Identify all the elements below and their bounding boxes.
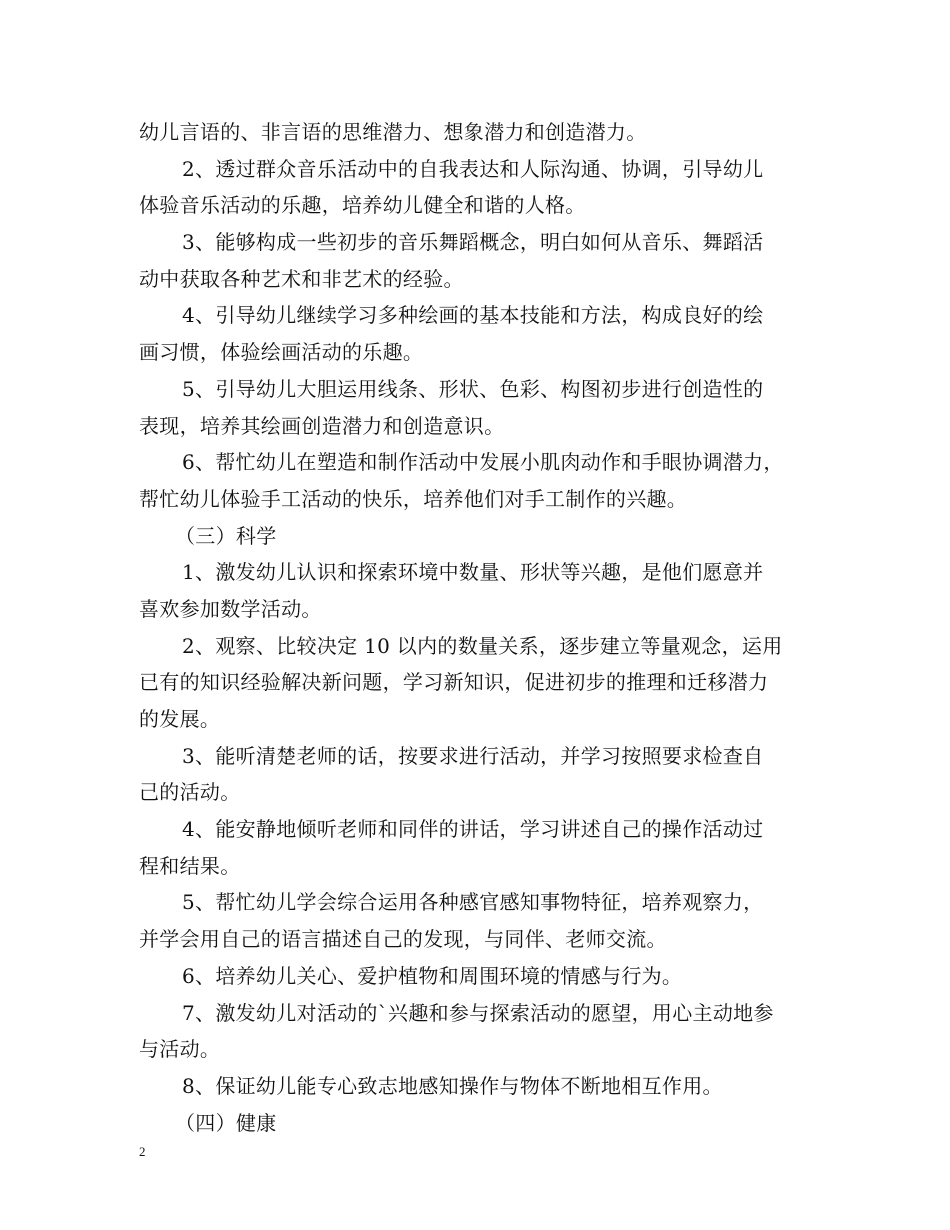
- text-line: 6、培养幼儿关心、爱护植物和周围环境的情感与行为。: [182, 963, 683, 988]
- text-line: 帮忙幼儿体验手工活动的快乐，培养他们对手工制作的兴趣。: [139, 486, 688, 511]
- text-line: 1、激发幼儿认识和探索环境中数量、形状等兴趣，是他们愿意并: [182, 560, 764, 585]
- text-line: 并学会用自己的语言描述自己的发现，与同伴、老师交流。: [139, 927, 667, 952]
- text-line: 3、能听清楚老师的话，按要求进行活动，并学习按照要求检查自: [182, 743, 764, 768]
- text-line: 已有的知识经验解决新问题，学习新知识，促进初步的推理和迁移潜力: [139, 670, 769, 695]
- text-line: 4、引导幼儿继续学习多种绘画的基本技能和方法，构成良好的绘: [182, 303, 764, 328]
- text-line: 8、保证幼儿能专心致志地感知操作与物体不断地相互作用。: [182, 1073, 723, 1098]
- section-heading: （三）科学: [175, 523, 277, 548]
- text-line: 6、帮忙幼儿在塑造和制作活动中发展小肌肉动作和手眼协调潜力，: [182, 450, 784, 475]
- text-line: 的发展。: [139, 707, 221, 731]
- text-line: 5、引导幼儿大胆运用线条、形状、色彩、构图初步进行创造性的: [182, 376, 764, 401]
- text-line: 与活动。: [139, 1037, 221, 1062]
- text-line: 3、能够构成一些初步的音乐舞蹈概念，明白如何从音乐、舞蹈活: [182, 230, 764, 255]
- text-line: 2、观察、比较决定 10 以内的数量关系，逐步建立等量观念，运用: [182, 633, 783, 658]
- text-line: 己的活动。: [139, 780, 241, 805]
- text-line: 画习惯，体验绘画活动的乐趣。: [139, 340, 424, 365]
- text-line: 动中获取各种艺术和非艺术的经验。: [139, 266, 464, 291]
- section-heading: （四）健康: [175, 1110, 277, 1135]
- text-line: 体验音乐活动的乐趣，培养幼儿健全和谐的人格。: [139, 193, 586, 218]
- text-line: 喜欢参加数学活动。: [139, 596, 322, 621]
- text-line: 幼儿言语的、非言语的思维潜力、想象潜力和创造潜力。: [139, 120, 647, 144]
- text-line: 5、帮忙幼儿学会综合运用各种感官感知事物特征，培养观察力，: [182, 890, 764, 915]
- text-line: 表现，培养其绘画创造潜力和创造意识。: [139, 413, 505, 438]
- body-text: [139, 114, 823, 1141]
- page-number: 2: [139, 1144, 146, 1159]
- text-line: 7、激发幼儿对活动的`兴趣和参与探索活动的愿望，用心主动地参: [182, 1000, 774, 1025]
- text-line: 程和结果。: [139, 853, 241, 878]
- text-line: 2、透过群众音乐活动中的自我表达和人际沟通、协调，引导幼儿: [182, 156, 764, 181]
- text-line: 4、能安静地倾听老师和同伴的讲话，学习讲述自己的操作活动过: [182, 817, 764, 842]
